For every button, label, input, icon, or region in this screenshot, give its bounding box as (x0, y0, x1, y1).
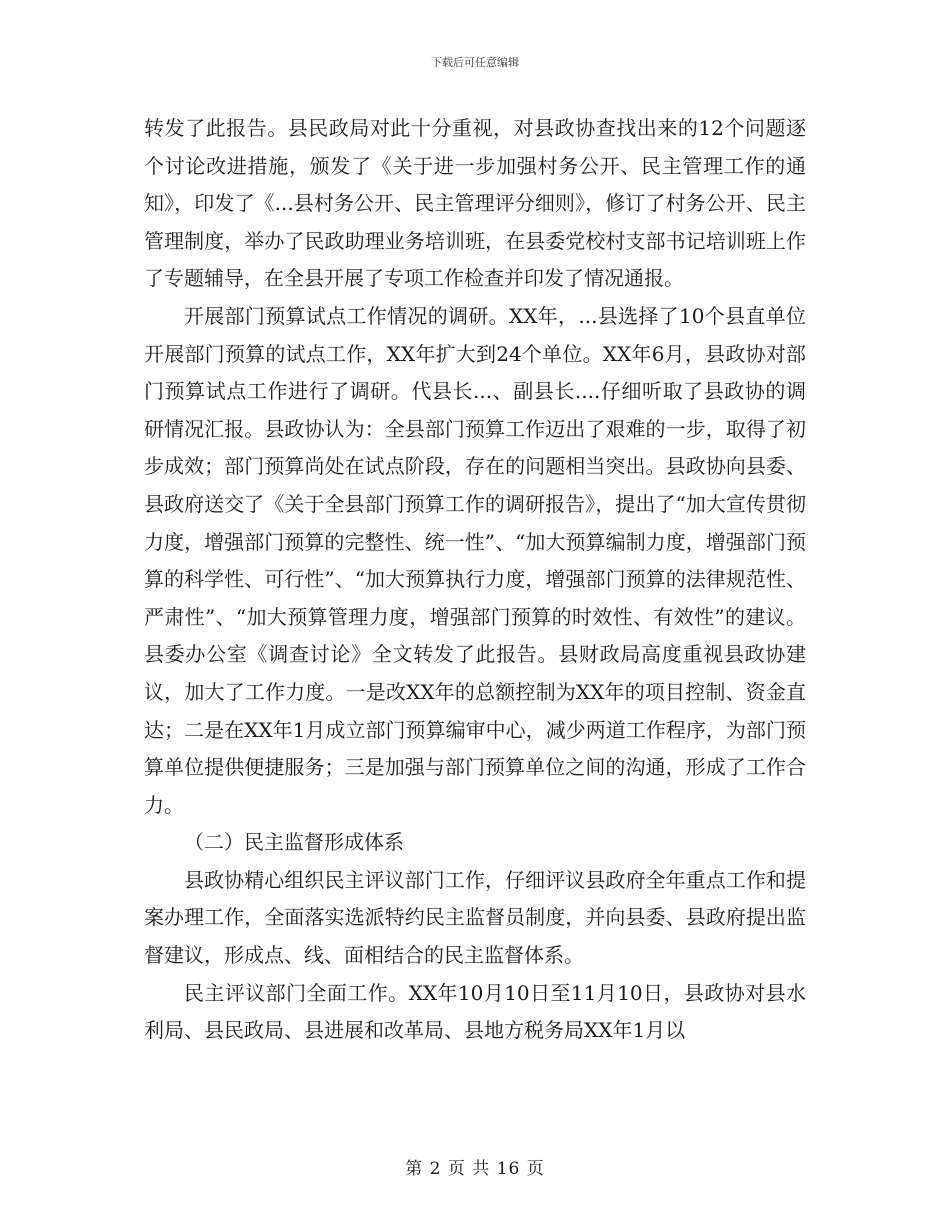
page-number-footer: 第 2 页 共 16 页 (405, 1159, 545, 1179)
section-heading: （二）民主监督形成体系 (184, 830, 404, 855)
paragraph-continuation: 转发了此报告。县民政局对此十分重视，对县政协查找出来的12个问题逐个讨论改进措施，颁发了《关于进一步加强村务公开、民主管理工作的通知》，印发了《...县村务公开、民主管理评分细则》，修订了村务公开、民主管理制度，举办了民政助理业务培训班，在县委党校村支部书记培训班上作了专题辅导，在全县开展了专项工作检查并印发了情况通报。 (144, 116, 806, 291)
paragraph-supervision-system: 县政协精心组织民主评议部门工作，仔细评议县政府全年重点工作和提案办理工作，全面落实选派特约民主监督员制度，并向县委、县政府提出监督建议，形成点、线、面相结合的民主监督体系。 (144, 867, 806, 968)
document-body (144, 110, 806, 1050)
paragraph-budget-research: 开展部门预算试点工作情况的调研。XX年，...县选择了10个县直单位开展部门预算的试点工作，XX年扩大到24个单位。XX年6月，县政协对部门预算试点工作进行了调研。代县长...、副县长....仔细听取了县政协的调研情况汇报。县政协认为：全县部门预算工作迈出了艰难的一步，取得了初步成效；部门预算尚处在试点阶段，存在的问题相当突出。县政协向县委、县政府送交了《关于全县部门预算工作的调研报告》，提出了“加大宣传贯彻力度，增强部门预算的完整性、统一性”、“加大预算编制力度，增强部门预算的科学性、可行性”、“加大预算执行力度，增强部门预算的法律规范性、严肃性”、“加大预算管理力度，增强部门预算的时效性、有效性”的建议。县委办公室《调查讨论》全文转发了此报告。县财政局高度重视县政协建议，加大了工作力度。一是改XX年的总额控制为XX年的项目控制、资金直达；二是在XX年1月成立部门预算编审中心，减少两道工作程序，为部门预算单位提供便捷服务；三是加强与部门预算单位之间的沟通，形成了工作合力。 (144, 303, 806, 817)
page-header-note: 下载后可任意编辑 (431, 56, 519, 69)
paragraph-department-review: 民主评议部门全面工作。XX年10月10日至11月10日，县政协对县水利局、县民政局、县进展和改革局、县地方税务局XX年1月以 (144, 980, 806, 1043)
